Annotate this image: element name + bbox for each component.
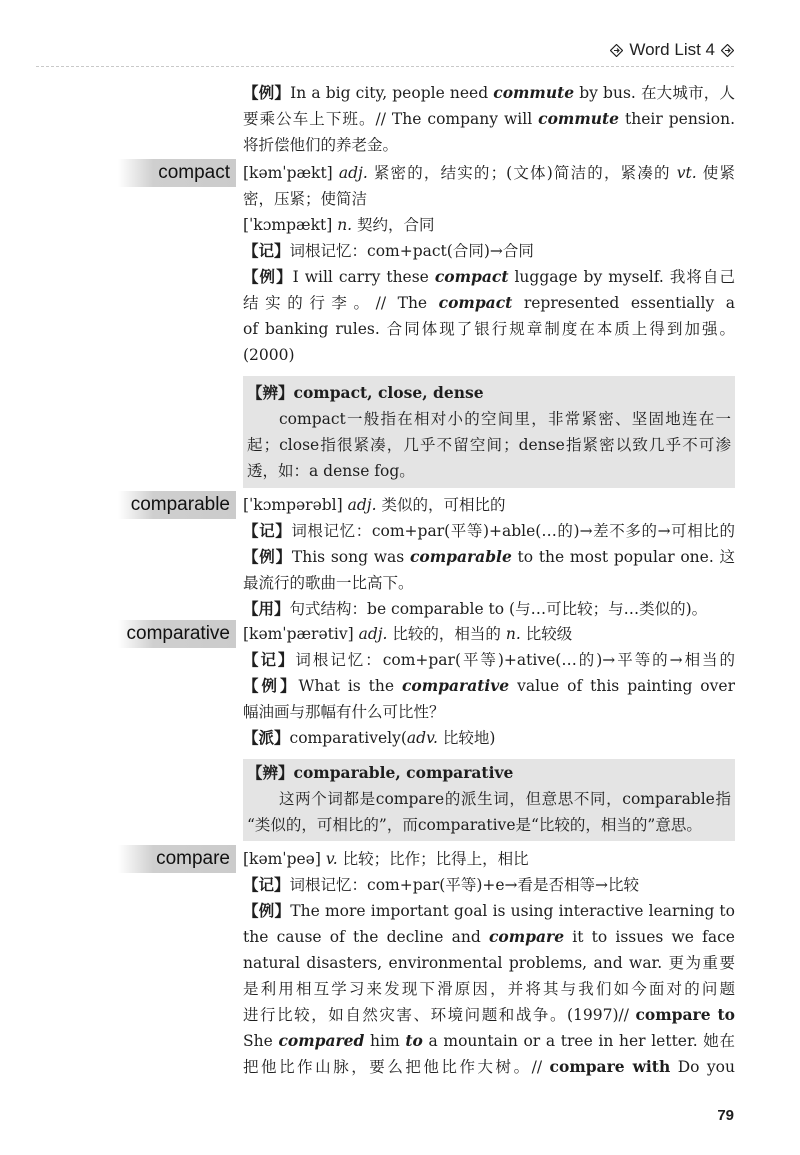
entry-compact: [243, 160, 735, 368]
definition-line: [ˈkɔmpækt] n. 契约，合同: [243, 216, 435, 234]
example-line: 【例】This song was comparable to the most popular one. 这: [243, 547, 735, 566]
entry-compare: [243, 846, 735, 1080]
text-line: 要乘公车上下班。// The company will commute their pension.: [243, 109, 735, 128]
usage-line: 【用】句式结构：be comparable to (与…可比较；与…类似的)。: [243, 599, 708, 618]
definition-line: [ˈkɔmpərəbl] adj. 类似的，可相比的: [243, 496, 506, 514]
distinction-line: “类似的，可相比的”，而comparative是“比较的，相当的”意思。: [247, 816, 702, 834]
example-line: 幅油画与那幅有什么可比性？: [243, 703, 445, 721]
distinction-box-comparative: [243, 759, 735, 841]
example-line: the cause of the decline and compare it to issues we face: [243, 927, 735, 946]
definition-line: 密，压紧；使简洁: [243, 190, 368, 208]
entry-comparative: [243, 621, 735, 751]
headword-comparative: comparative: [118, 620, 236, 648]
headword-compact: compact: [118, 159, 236, 187]
distinction-line: 这两个词都是compare的派生词，但意思不同，comparable指: [279, 790, 731, 808]
memory-line: 【记】词根记忆：com+par(平等)+e→看是否相等→比较: [243, 875, 640, 894]
memory-line: 【记】词根记忆：com+par(平等)+able(…的)→差不多的→可相比的: [243, 521, 735, 540]
memory-line: 【记】词根记忆：com+pact(合同)→合同: [243, 241, 534, 260]
distinction-title: 【辨】compact, close, dense: [247, 383, 484, 402]
running-header: [610, 40, 734, 60]
diamond-arrow-icon: [721, 44, 734, 57]
commute-example-block: [243, 80, 735, 158]
diamond-arrow-icon: [610, 44, 623, 57]
text-line: 将折偿他们的养老金。: [243, 136, 399, 154]
distinction-line: compact一般指在相对小的空间里，非常紧密、坚固地连在一: [279, 410, 731, 428]
distinction-box-compact: [243, 376, 735, 488]
example-line: 把他比作山脉，要么把他比作大树。// compare with Do you: [243, 1057, 735, 1076]
distinction-line: 透，如：a dense fog。: [247, 462, 415, 480]
definition-line: [kəmˈpærətiv] adj. 比较的，相当的 n. 比较级: [243, 625, 573, 643]
example-line: She compared him to a mountain or a tree in her letter. 她在: [243, 1031, 735, 1050]
example-line: 进行比较，如自然灾害、环境问题和战争。(1997)// compare to: [243, 1005, 735, 1024]
definition-line: [kəmˈpækt] adj. 紧密的，结实的；(文体)简洁的，紧凑的 vt. 使紧: [243, 164, 735, 182]
example-line: natural disasters, environmental problems, and war. 更为重要: [243, 954, 735, 972]
headword-comparable: comparable: [118, 491, 236, 519]
page-number: 79: [717, 1107, 734, 1124]
derivative-line: 【派】comparatively(adv. 比较地): [243, 728, 496, 747]
memory-line: 【记】词根记忆：com+par(平等)+ative(…的)→平等的→相当的: [243, 650, 735, 669]
example-line: 【例】The more important goal is using interactive learning to: [243, 901, 735, 920]
example-line: 最流行的歌曲一比高下。: [243, 574, 414, 592]
distinction-line: 起；close指很紧凑，几乎不留空间；dense指紧密以致几乎不可渗: [247, 436, 731, 454]
example-line: 结实的行李。// The compact represented essentially a: [243, 293, 735, 312]
header-title: Word List 4: [629, 40, 715, 59]
header-divider: [36, 66, 734, 67]
example-line: 【例】What is the comparative value of this painting over: [243, 676, 735, 695]
headword-compare: compare: [118, 845, 236, 873]
text-line: 【例】In a big city, people need commute by bus. 在大城市，人: [243, 83, 735, 102]
example-line: 【例】I will carry these compact luggage by myself. 我将自己: [243, 267, 735, 286]
distinction-title: 【辨】comparable, comparative: [247, 763, 514, 782]
entry-comparable: [243, 492, 735, 622]
example-line: 是利用相互学习来发现下滑原因，并将其与我们如今面对的问题: [243, 980, 735, 998]
definition-line: [kəmˈpeə] v. 比较；比作；比得上，相比: [243, 850, 529, 868]
example-line: (2000): [243, 346, 295, 364]
example-line: of banking rules. 合同体现了银行规章制度在本质上得到加强。: [243, 320, 735, 338]
